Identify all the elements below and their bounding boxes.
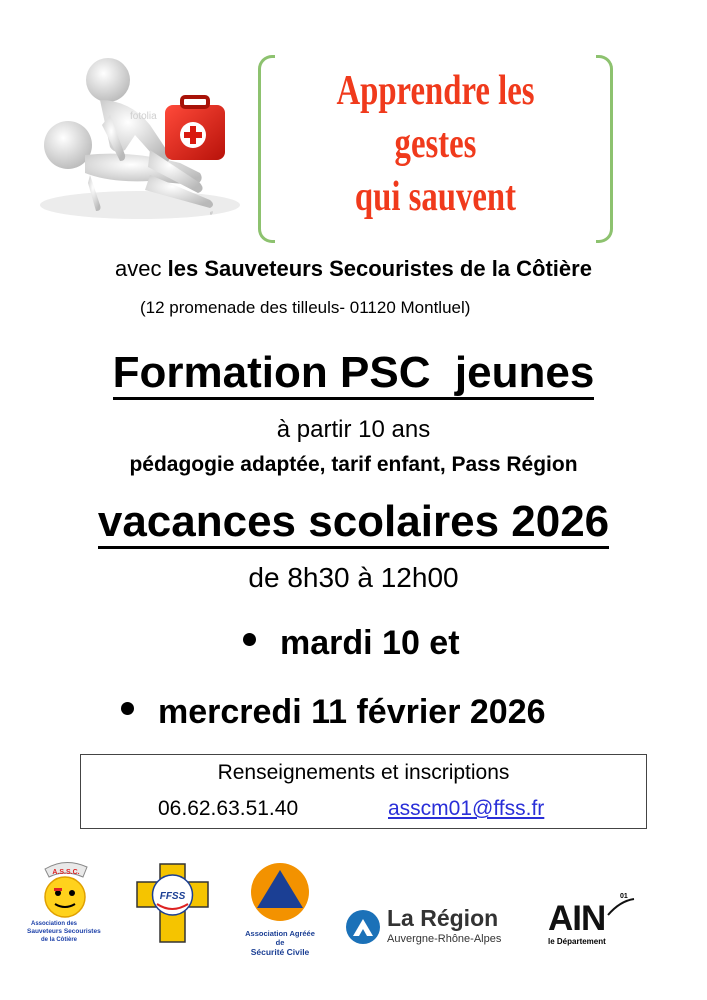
course-period bbox=[0, 497, 707, 547]
date-text-2: mercredi 11 février 2026 bbox=[158, 693, 546, 731]
assc-top-label: A.S.S.C. bbox=[52, 869, 80, 876]
organizer-address: (12 promenade des tilleuls- 01120 Montluel) bbox=[140, 298, 471, 317]
course-details: pédagogie adaptée, tarif enfant, Pass Région bbox=[129, 453, 578, 476]
contact-title: Renseignements et inscriptions bbox=[217, 761, 510, 784]
right-bracket bbox=[596, 55, 613, 243]
date-item-2 bbox=[121, 693, 546, 732]
assc-arc-line-1: Association des bbox=[31, 921, 78, 927]
course-title-text: Formation PSC jeunes bbox=[113, 348, 595, 400]
headline-line-2: gestes bbox=[394, 121, 477, 167]
course-title bbox=[0, 348, 707, 398]
headline-line-1: Apprendre les bbox=[336, 68, 535, 114]
ain-number: 01 bbox=[620, 893, 628, 900]
main-headline bbox=[313, 65, 559, 224]
securite-civile-logo bbox=[245, 862, 315, 957]
ain-subtitle: le Département bbox=[548, 937, 606, 946]
svg-text:#: # bbox=[210, 211, 213, 217]
age-requirement: à partir 10 ans bbox=[276, 416, 431, 443]
contact-box bbox=[80, 754, 647, 829]
securite-civile-line-1: Association Agréée de bbox=[245, 929, 315, 947]
ain-name: AIN bbox=[548, 899, 606, 938]
region-subtitle: Auvergne-Rhône-Alpes bbox=[387, 933, 502, 945]
headline-line-3: qui sauvent bbox=[354, 174, 517, 220]
date-item-1 bbox=[243, 624, 460, 663]
fotolia-watermark: fotolia bbox=[130, 111, 157, 122]
assc-arc-line-3: de la Côtière bbox=[41, 937, 78, 943]
organizer-line bbox=[0, 256, 707, 282]
contact-email-link[interactable]: asscm01@ffss.fr bbox=[388, 797, 545, 820]
organizer-name: les Sauveteurs Secouristes de la Côtière bbox=[167, 256, 592, 281]
course-period-text: vacances scolaires 2026 bbox=[98, 497, 609, 549]
contact-phone: 06.62.63.51.40 bbox=[158, 797, 299, 820]
ain-departement-logo bbox=[548, 893, 638, 948]
left-bracket bbox=[258, 55, 275, 243]
course-hours: de 8h30 à 12h00 bbox=[248, 562, 459, 593]
assc-arc-line-2: Sauveteurs Secouristes bbox=[27, 928, 101, 935]
date-text-1: mardi 10 et bbox=[280, 624, 460, 662]
region-name: La Région bbox=[387, 905, 499, 931]
bullet-icon bbox=[121, 702, 134, 715]
assc-logo bbox=[25, 855, 105, 945]
la-region-logo bbox=[345, 905, 520, 950]
title-frame bbox=[258, 55, 613, 243]
organizer-prefix: avec bbox=[115, 256, 168, 281]
bullet-icon bbox=[243, 633, 256, 646]
ffss-logo bbox=[135, 862, 210, 944]
cpr-illustration bbox=[30, 55, 250, 230]
securite-civile-line-2: Sécurité Civile bbox=[250, 947, 310, 957]
ffss-initials: FFSS bbox=[159, 891, 186, 902]
